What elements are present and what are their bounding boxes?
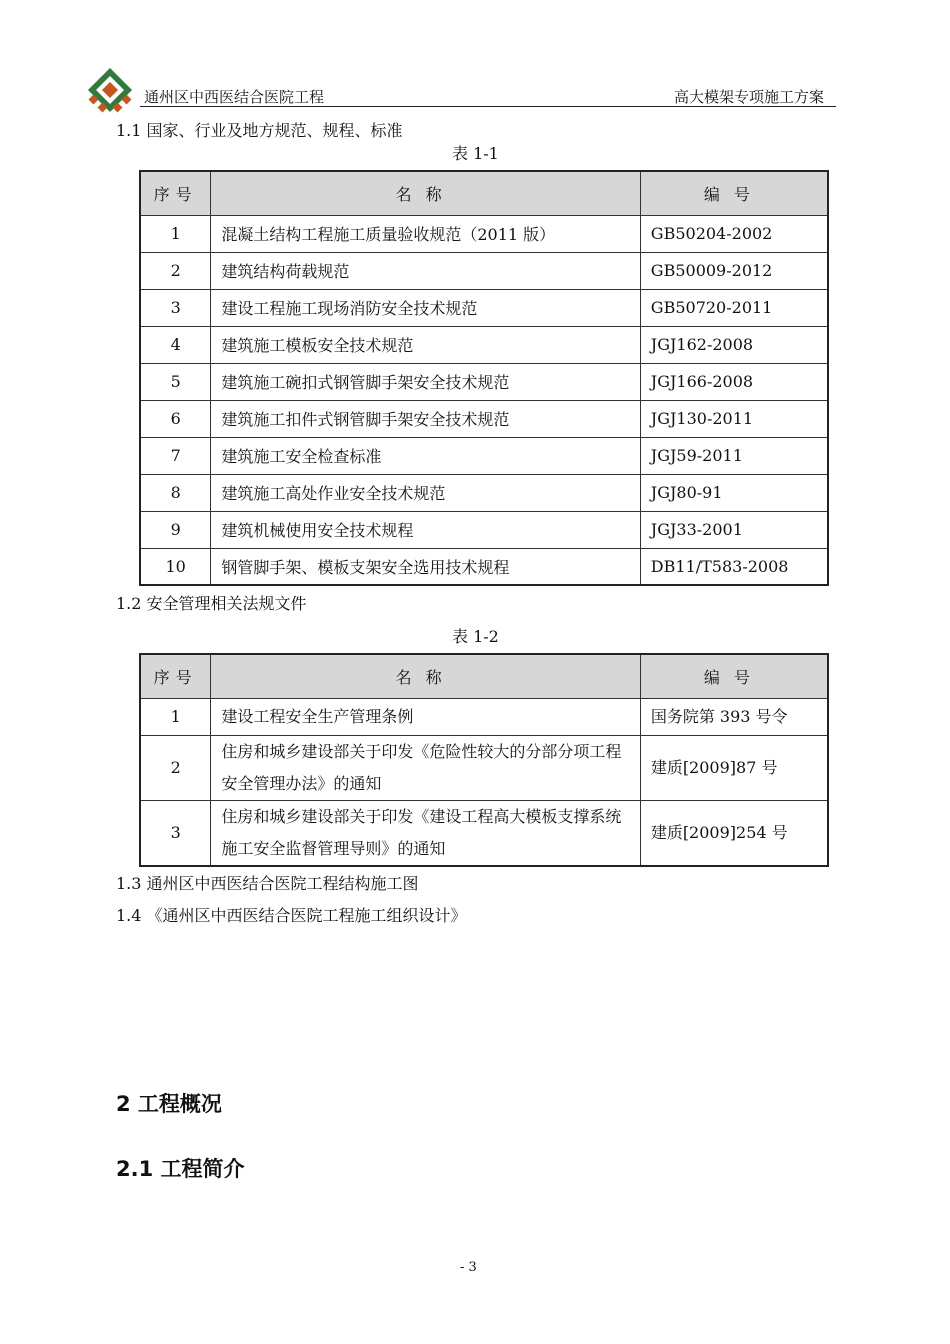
- row-name: 建筑施工安全检查标准: [211, 437, 640, 474]
- row-code: JGJ162-2008: [640, 326, 828, 363]
- section-2-1-heading: 2.1 工程简介: [116, 1157, 245, 1181]
- table-row: [140, 363, 828, 400]
- row-index: 6: [140, 400, 211, 437]
- section-1-4-heading: 1.4 《通州区中西医结合医院工程施工组织设计》: [116, 906, 467, 925]
- header-project-name: 通州区中西医结合医院工程: [144, 88, 325, 106]
- row-code: JGJ59-2011: [640, 437, 828, 474]
- column-header-index: 序号: [140, 654, 211, 698]
- column-header-index: 序号: [140, 171, 211, 215]
- row-index: 2: [140, 735, 211, 800]
- row-index: 8: [140, 474, 211, 511]
- row-index: 2: [140, 252, 211, 289]
- row-name: 混凝土结构工程施工质量验收规范（2011 版）: [211, 215, 640, 252]
- row-name: 建设工程施工现场消防安全技术规范: [211, 289, 640, 326]
- table-header-row: [140, 654, 828, 698]
- row-code: 建质[2009]87 号: [640, 735, 828, 800]
- row-index: 5: [140, 363, 211, 400]
- row-code: GB50009-2012: [640, 252, 828, 289]
- column-header-name: 名称: [211, 654, 640, 698]
- row-name: 建筑施工碗扣式钢管脚手架安全技术规范: [211, 363, 640, 400]
- column-header-code: 编号: [640, 654, 828, 698]
- row-name: 住房和城乡建设部关于印发《危险性较大的分部分项工程安全管理办法》的通知: [211, 735, 640, 800]
- row-name: 建筑结构荷载规范: [211, 252, 640, 289]
- row-index: 1: [140, 698, 211, 735]
- table-row: [140, 437, 828, 474]
- column-header-name: 名称: [211, 171, 640, 215]
- row-code: JGJ130-2011: [640, 400, 828, 437]
- row-code: 建质[2009]254 号: [640, 800, 828, 866]
- row-index: 10: [140, 548, 211, 585]
- table-row: [140, 474, 828, 511]
- header-rule: [140, 106, 836, 107]
- row-index: 7: [140, 437, 211, 474]
- table-row: [140, 511, 828, 548]
- row-index: 1: [140, 215, 211, 252]
- table-1-caption: 表 1-1: [452, 144, 499, 163]
- company-logo-icon: [86, 66, 134, 114]
- row-name: 建筑施工高处作业安全技术规范: [211, 474, 640, 511]
- row-index: 4: [140, 326, 211, 363]
- table-row: [140, 215, 828, 252]
- table-row: [140, 800, 828, 866]
- row-name: 建筑施工扣件式钢管脚手架安全技术规范: [211, 400, 640, 437]
- row-name: 钢管脚手架、模板支架安全选用技术规程: [211, 548, 640, 585]
- row-code: DB11/T583-2008: [640, 548, 828, 585]
- section-1-1-heading: 1.1 国家、行业及地方规范、规程、标准: [116, 121, 403, 140]
- row-index: 3: [140, 800, 211, 866]
- table-row: [140, 735, 828, 800]
- table-row: [140, 548, 828, 585]
- page-number: - 3: [460, 1260, 477, 1275]
- row-code: GB50720-2011: [640, 289, 828, 326]
- row-code: GB50204-2002: [640, 215, 828, 252]
- chapter-2-heading: 2 工程概况: [116, 1092, 222, 1116]
- row-index: 9: [140, 511, 211, 548]
- table-2-caption: 表 1-2: [452, 627, 499, 646]
- row-name: 住房和城乡建设部关于印发《建设工程高大模板支撑系统施工安全监督管理导则》的通知: [211, 800, 640, 866]
- column-header-code: 编号: [640, 171, 828, 215]
- row-code: JGJ33-2001: [640, 511, 828, 548]
- header-document-title: 高大模架专项施工方案: [673, 88, 824, 106]
- table-header-row: [140, 171, 828, 215]
- row-code: JGJ80-91: [640, 474, 828, 511]
- row-name: 建设工程安全生产管理条例: [211, 698, 640, 735]
- row-name: 建筑机械使用安全技术规程: [211, 511, 640, 548]
- row-code: 国务院第 393 号令: [640, 698, 828, 735]
- table-row: [140, 252, 828, 289]
- table-row: [140, 698, 828, 735]
- section-1-2-heading: 1.2 安全管理相关法规文件: [116, 594, 307, 613]
- standards-table: [139, 170, 829, 586]
- section-1-3-heading: 1.3 通州区中西医结合医院工程结构施工图: [116, 874, 419, 893]
- table-row: [140, 289, 828, 326]
- row-code: JGJ166-2008: [640, 363, 828, 400]
- table-row: [140, 400, 828, 437]
- row-name: 建筑施工模板安全技术规范: [211, 326, 640, 363]
- table-row: [140, 326, 828, 363]
- row-index: 3: [140, 289, 211, 326]
- regulations-table: [139, 653, 829, 867]
